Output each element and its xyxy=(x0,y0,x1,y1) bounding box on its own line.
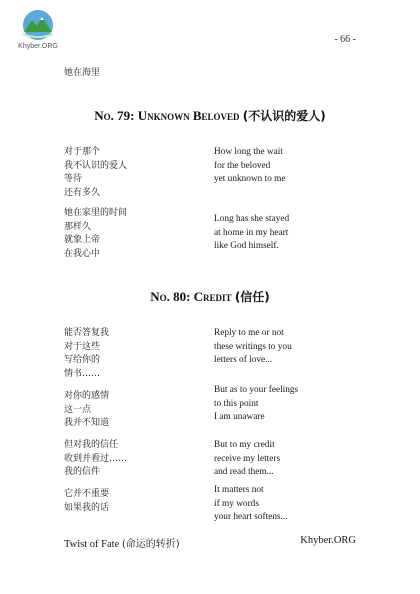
poem-79-title: No. 79: Unknown Beloved xyxy=(94,108,240,123)
verse-line: 就象上帝 xyxy=(64,235,101,245)
poem-79-stanza-1-en xyxy=(214,146,286,187)
verse-line: 情书…… xyxy=(64,368,101,379)
footer-title-en: Twist of Fate xyxy=(64,539,120,550)
poem-79-heading xyxy=(0,107,420,124)
mountain-logo-icon xyxy=(21,8,55,42)
poem-80-stanza-1-cn xyxy=(64,327,109,381)
verse-line: But as to your feelings xyxy=(214,385,299,395)
poem-80-stanza-1-en xyxy=(214,327,292,368)
verse-line: 如果我的话 xyxy=(64,502,110,513)
verse-line: receive my letters xyxy=(214,453,281,464)
verse-line: yet unknown to me xyxy=(214,174,286,184)
verse-line: It matters not xyxy=(214,485,264,495)
verse-line: 对于这些 xyxy=(64,341,101,352)
verse-line: How long the wait xyxy=(214,147,283,157)
verse-line: Reply to me or not xyxy=(214,328,284,338)
footer-site-link[interactable]: Khyber.ORG xyxy=(300,535,356,546)
verse-line: for the beloved xyxy=(214,160,271,171)
verse-line: 还有多久 xyxy=(64,187,101,198)
poem-79-title-cn: (不认识的爱人) xyxy=(242,109,326,123)
poem-80-title: No. 80: Credit xyxy=(150,289,232,304)
site-logo[interactable] xyxy=(8,8,68,54)
verse-line: 那样久 xyxy=(64,221,92,232)
footer-title-cn: (命运的转折) xyxy=(121,539,180,550)
verse-line: 能否答复我 xyxy=(64,328,110,338)
verse-line: to this point xyxy=(214,398,259,409)
poem-79-stanza-2-en xyxy=(214,213,289,254)
verse-line: 收到并看过…… xyxy=(64,453,128,464)
poem-80-heading xyxy=(0,288,420,305)
poem-80-stanza-3-en xyxy=(214,439,280,480)
poem-80-stanza-4-cn xyxy=(64,488,109,515)
verse-line: these writings to you xyxy=(214,341,292,352)
poem-79-stanza-2-cn xyxy=(64,207,127,261)
verse-line: Long has she stayed xyxy=(214,214,290,224)
verse-line: 在我心中 xyxy=(64,248,101,259)
poem-79-stanza-1-cn xyxy=(64,146,127,200)
verse-line: at home in my heart xyxy=(214,227,289,238)
poem-80-stanza-3-cn xyxy=(64,439,127,480)
verse-line: 写给你的 xyxy=(64,355,101,365)
verse-line: and read them... xyxy=(214,467,274,477)
verse-line: letters of love... xyxy=(214,355,273,365)
verse-line: 等待 xyxy=(64,174,83,184)
verse-line: 对你的感情 xyxy=(64,391,110,401)
verse-line: 它并不重要 xyxy=(64,489,110,499)
poem-80-title-cn: (信任) xyxy=(234,290,270,304)
verse-line: But to my credit xyxy=(214,440,275,450)
footer-book-title xyxy=(64,535,180,550)
verse-line: 但对我的信任 xyxy=(64,440,119,450)
poem-80-stanza-4-en xyxy=(214,484,288,525)
verse-line: if my words xyxy=(214,498,259,509)
verse-line: 我不认识的爱人 xyxy=(64,160,128,171)
verse-line: 我并不知道 xyxy=(64,418,110,428)
page-number: - 66 - xyxy=(334,34,356,45)
intro-line: 她在海里 xyxy=(64,68,101,78)
verse-line: I am unaware xyxy=(214,412,265,422)
poem-80-stanza-2-cn xyxy=(64,390,109,431)
verse-line: 我的信件 xyxy=(64,467,101,477)
verse-line: 她在家里的时间 xyxy=(64,208,128,218)
verse-line: like God himself. xyxy=(214,241,279,251)
logo-text: Khyber.ORG xyxy=(18,43,58,50)
verse-line: your heart softens... xyxy=(214,512,288,522)
verse-line: 对于那个 xyxy=(64,147,101,157)
verse-line: 这一点 xyxy=(64,404,92,415)
poem-80-stanza-2-en xyxy=(214,384,298,425)
